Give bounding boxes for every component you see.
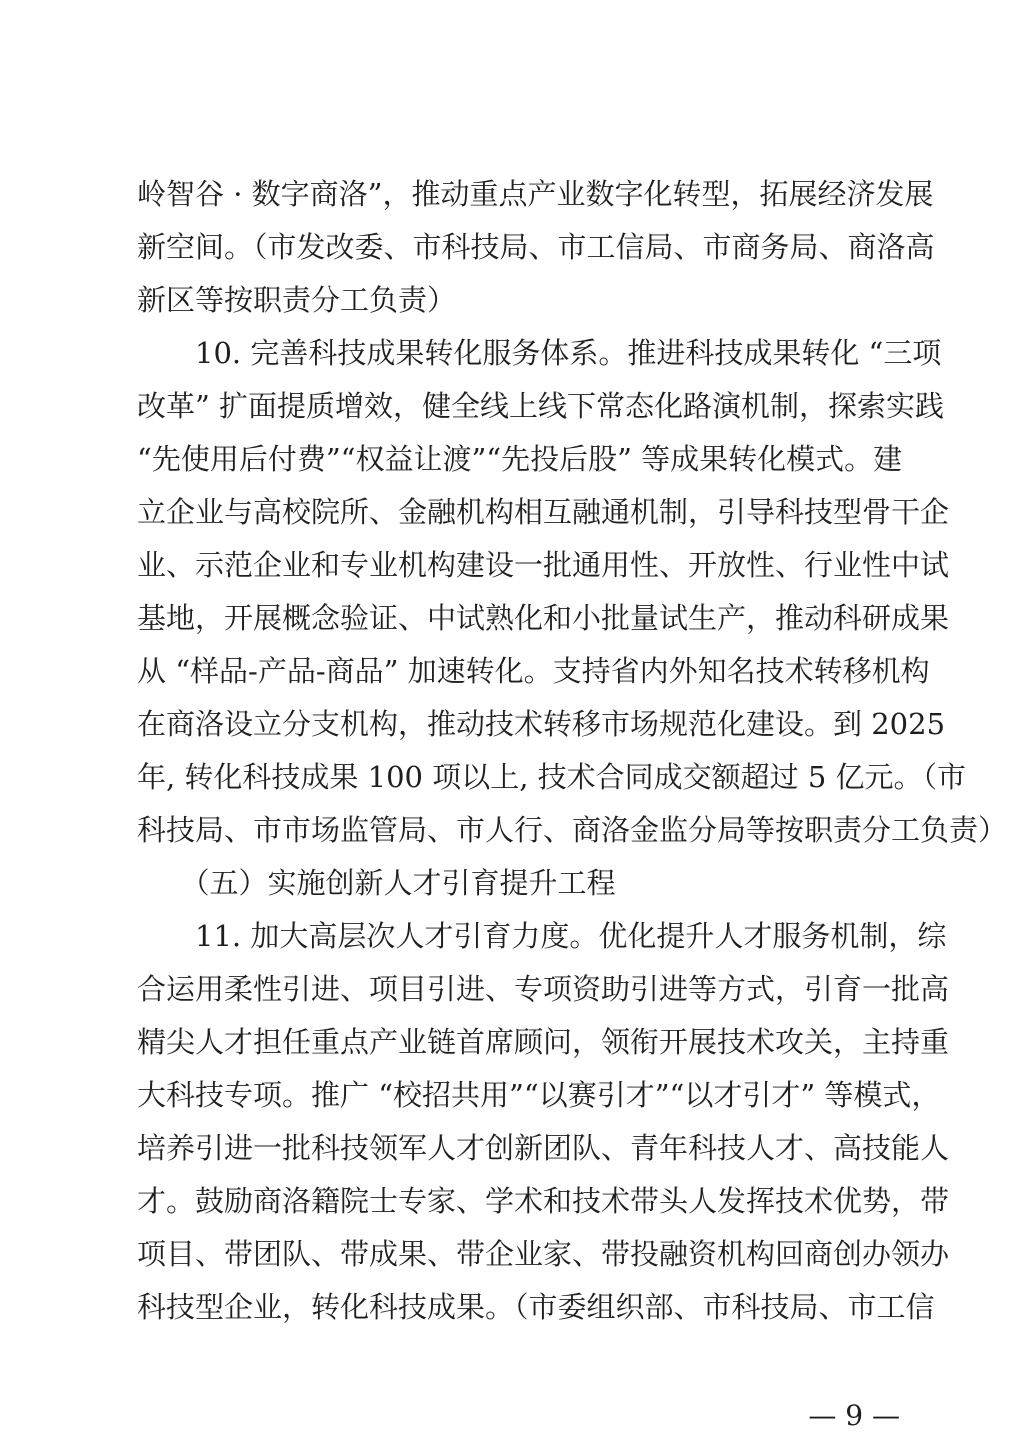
text-line: 立企业与高校院所、金融机构相互融通机制，引导科技型骨干企 bbox=[137, 495, 950, 529]
text-line: 才。鼓励商洛籍院士专家、学术和技术带头人发挥技术优势，带 bbox=[137, 1184, 950, 1218]
text-line: 从 “样品-产品-商品” 加速转化。支持省内外知名技术转移机构 bbox=[137, 654, 930, 688]
text-line: 新区等按职责分工负责） bbox=[137, 283, 457, 317]
text-line: 岭智谷 · 数字商洛”，推动重点产业数字化转型，拓展经济发展 bbox=[137, 177, 934, 211]
text-line: 业、示范企业和专业机构建设一批通用性、开放性、行业性中试 bbox=[137, 548, 950, 582]
text-line: 11. 加大高层次人才引育力度。优化提升人才服务机制，综 bbox=[137, 919, 947, 953]
body-text bbox=[137, 168, 1008, 1334]
page-number: — 9 — bbox=[808, 1399, 900, 1432]
text-line: “先使用后付费”“权益让渡”“先投后股” 等成果转化模式。建 bbox=[137, 442, 903, 476]
text-line: 改革” 扩面提质增效，健全线上线下常态化路演机制，探索实践 bbox=[137, 389, 945, 423]
text-line: 基地，开展概念验证、中试熟化和小批量试生产，推动科研成果 bbox=[137, 601, 950, 635]
text-line: 科技型企业，转化科技成果。（市委组织部、市科技局、市工信 bbox=[137, 1290, 935, 1324]
text-line: 在商洛设立分支机构，推动技术转移市场规范化建设。到 2025 bbox=[137, 707, 946, 741]
text-line: 项目、带团队、带成果、带企业家、带投融资机构回商创办领办 bbox=[137, 1237, 950, 1271]
text-line: 年, 转化科技成果 100 项以上, 技术合同成交额超过 5 亿元。（市 bbox=[137, 760, 967, 794]
text-line: 精尖人才担任重点产业链首席顾问，领衔开展技术攻关，主持重 bbox=[137, 1025, 950, 1059]
text-line: 10. 完善科技成果转化服务体系。推进科技成果转化 “三项 bbox=[137, 336, 942, 370]
text-line: 培养引进一批科技领军人才创新团队、青年科技人才、高技能人 bbox=[137, 1131, 950, 1165]
text-line: 新空间。（市发改委、市科技局、市工信局、市商务局、商洛高 bbox=[137, 230, 935, 264]
text-line: 科技局、市市场监管局、市人行、商洛金监分局等按职责分工负责） bbox=[137, 813, 1008, 847]
text-line: 大科技专项。推广 “校招共用”“以赛引才”“以才引才” 等模式， bbox=[137, 1078, 941, 1112]
text-line: 合运用柔性引进、项目引进、专项资助引进等方式，引育一批高 bbox=[137, 972, 950, 1006]
section-heading: （五）实施创新人才引育提升工程 bbox=[137, 866, 616, 900]
